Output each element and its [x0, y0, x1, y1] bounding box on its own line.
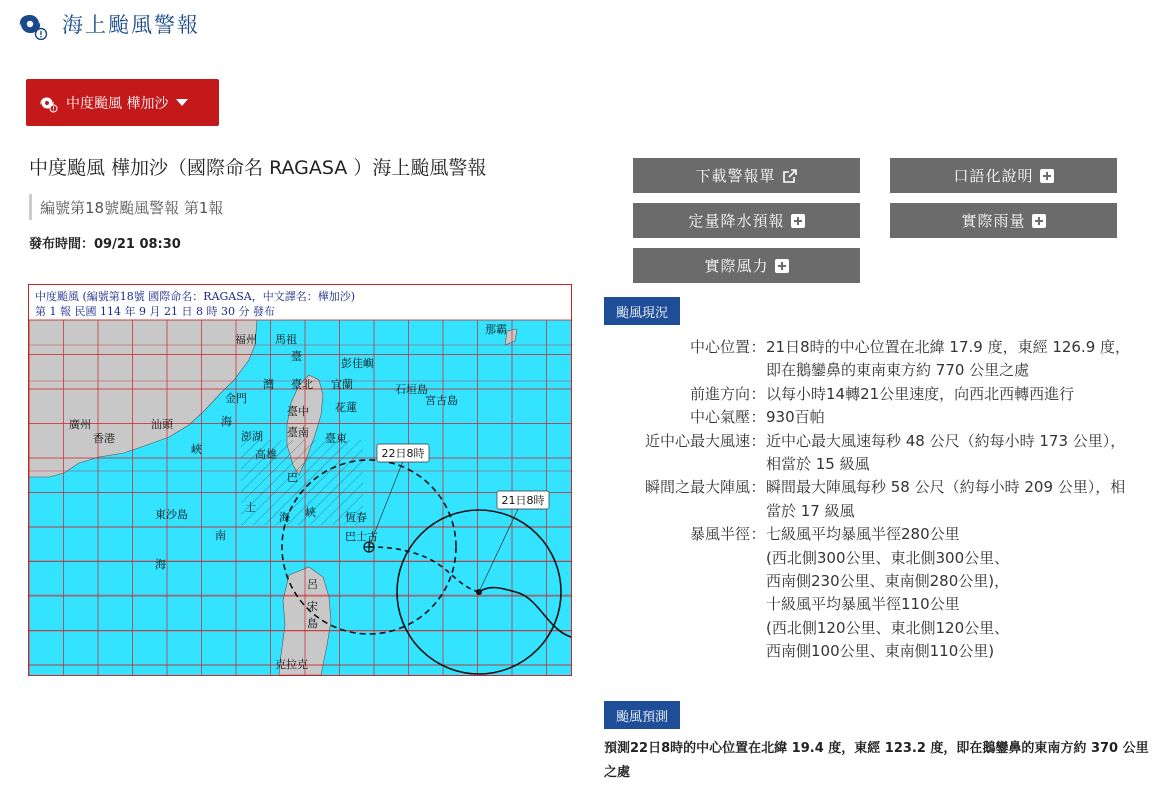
chevron-down-icon: [176, 99, 188, 106]
place-label: 臺東: [325, 432, 347, 445]
info-value: 瞬間最大陣風每秒 58 公尺（約每小時 209 公里），相當於 17 級風: [766, 478, 1126, 520]
actual-rain-label: 實際雨量: [961, 212, 1026, 230]
page-header: [16, 6, 200, 42]
place-label: 臺: [291, 350, 302, 363]
place-label: 峽: [305, 506, 316, 519]
info-value: 近中心最大風速每秒 48 公尺（約每小時 173 公里），相當於 15 級風: [766, 431, 1126, 474]
place-label: 海: [221, 415, 232, 428]
place-label: 士: [245, 501, 256, 514]
info-row-max-gust: [604, 476, 1138, 523]
map-header-line2: 第 1 報 民國 114 年 9 月 21 日 8 時 30 分 發布: [35, 305, 275, 318]
warning-number: 編號第18號颱風警報 第1報: [40, 198, 224, 217]
place-label: 臺中: [287, 405, 309, 418]
place-label: 宋: [307, 600, 318, 613]
actual-rain-button[interactable]: [890, 203, 1117, 238]
place-label: 高雄: [255, 448, 277, 461]
download-warning-label: 下載警報單: [695, 167, 776, 185]
place-label: 彭佳嶼: [341, 357, 374, 370]
place-label: 南: [215, 529, 226, 542]
info-row-pressure: [604, 406, 1138, 429]
info-value: 21日8時的中心位置在北緯 17.9 度，東經 126.9 度，即在鵝鑾鼻的東南東方約 770 公里之處: [766, 338, 1131, 380]
plus-icon: [775, 259, 789, 273]
radius-line: 十級風平均暴風半徑110公里: [766, 595, 960, 614]
download-warning-button[interactable]: [633, 158, 860, 193]
info-key: 中心氣壓: [689, 408, 750, 427]
info-separator: ：: [750, 478, 766, 497]
rain-forecast-label: 定量降水預報: [688, 212, 785, 230]
typhoon-logo-icon: [16, 8, 48, 40]
place-label: 灣: [263, 378, 274, 391]
info-value: [766, 523, 1138, 663]
map-svg: [29, 285, 571, 675]
place-label: 峽: [191, 443, 202, 456]
plus-icon: [1032, 214, 1046, 228]
page-title: 海上颱風警報: [62, 13, 200, 37]
info-value: 930百帕: [766, 408, 825, 427]
place-label: 巴: [287, 471, 298, 484]
place-label: 呂: [307, 578, 318, 591]
rain-forecast-button[interactable]: [633, 203, 860, 238]
place-label: 宮古島: [425, 394, 458, 407]
status-info: [604, 336, 1138, 664]
radius-line: (西北側300公里、東北側300公里、: [766, 548, 1010, 567]
place-label: 克拉克: [275, 658, 308, 671]
place-label: 那霸: [485, 323, 507, 336]
current-time-label: 21日8時: [501, 494, 545, 507]
actual-wind-label: 實際風力: [704, 257, 769, 275]
place-label: 海: [155, 558, 166, 571]
place-label: 石垣島: [395, 383, 428, 396]
external-link-icon: [782, 168, 798, 184]
info-row-max-wind: [604, 430, 1138, 477]
info-separator: ：: [750, 408, 766, 427]
radius-line: (西北側120公里、東北側120公里、: [766, 618, 1010, 637]
forecast-tag: 颱風預測: [604, 701, 680, 729]
place-label: 臺北: [291, 378, 313, 391]
info-key: 近中心最大風速: [644, 431, 750, 450]
info-key: 前進方向: [689, 384, 750, 403]
actual-wind-button[interactable]: [633, 248, 860, 283]
typhoon-selector-label: 中度颱風 樺加沙: [66, 95, 169, 112]
info-separator: ：: [750, 384, 766, 403]
place-label: 花蓮: [335, 401, 357, 414]
info-key: 瞬間之最大陣風: [644, 478, 750, 497]
place-label: 廣州: [69, 418, 91, 431]
place-label: 澎湖: [241, 430, 263, 443]
place-label: 香港: [93, 432, 115, 445]
radius-line: 七級風平均暴風半徑280公里: [766, 525, 960, 544]
place-label: 海: [279, 511, 290, 524]
info-row-center: [604, 336, 1138, 383]
info-row-direction: [604, 383, 1138, 406]
place-label: 宜蘭: [331, 378, 353, 391]
radius-line: 西南側230公里、東南側280公里)，: [766, 572, 1010, 591]
place-label: 巴士古: [345, 530, 378, 543]
place-label: 馬祖: [275, 333, 297, 346]
info-key: 暴風半徑: [689, 525, 750, 544]
warning-subtitle: [29, 194, 223, 220]
forecast-time-label: 22日8時: [381, 447, 425, 460]
plus-icon: [791, 214, 805, 228]
info-key: 中心位置: [689, 338, 750, 356]
colloquial-explain-label: 口語化說明: [953, 167, 1034, 185]
place-label: 福州: [235, 333, 257, 346]
typhoon-selector-button[interactable]: [26, 79, 219, 126]
info-separator: ：: [750, 431, 766, 450]
colloquial-explain-button[interactable]: [890, 158, 1117, 193]
typhoon-icon: [38, 93, 58, 113]
info-value: 以每小時14轉21公里速度，向西北西轉西進行: [766, 384, 1075, 403]
forecast-text: 預測22日8時的中心位置在北緯 19.4 度，東經 123.2 度，即在鵝鑾鼻的東南方約 370 公里之處: [604, 741, 1149, 780]
warning-title: 中度颱風 樺加沙（國際命名 RAGASA ）海上颱風警報: [29, 157, 487, 179]
info-row-storm-radius: [604, 523, 1138, 663]
place-label: 東沙島: [155, 508, 188, 521]
map-header-line1: 中度颱風 (編號第18號 國際命名：RAGASA，中文譯名：樺加沙): [35, 290, 356, 303]
publish-time: 發布時間：09/21 08:30: [29, 237, 181, 252]
place-label: 汕頭: [151, 418, 173, 431]
info-separator: ：: [750, 525, 766, 544]
place-label: 金門: [225, 392, 247, 405]
place-label: 島: [307, 617, 318, 630]
place-label: 臺南: [287, 426, 309, 439]
info-separator: ：: [750, 338, 766, 356]
place-label: 恆春: [345, 511, 367, 524]
radius-line: 西南側100公里、東南側110公里): [766, 642, 995, 661]
status-tag: 颱風現況: [604, 297, 680, 325]
plus-icon: [1040, 169, 1054, 183]
typhoon-track-map: [28, 284, 572, 676]
